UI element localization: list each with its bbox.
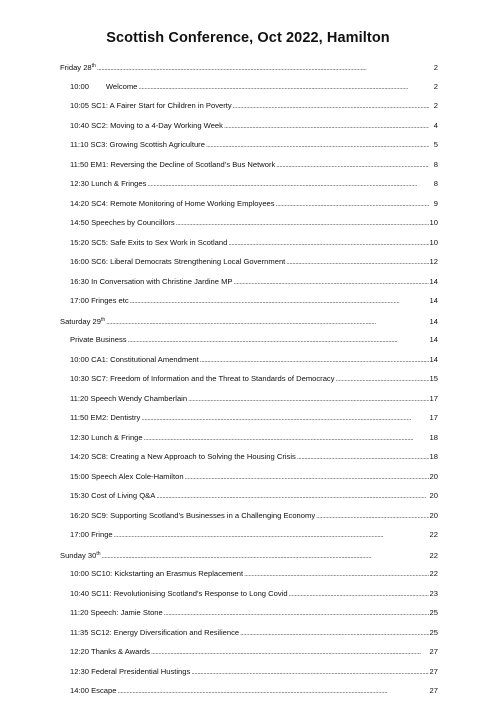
ordinal-suffix: th bbox=[96, 550, 101, 557]
toc-page-number: 5 bbox=[433, 140, 438, 149]
toc-page-number: 27 bbox=[429, 647, 438, 656]
toc-entry-label: 15:20 SC5: Safe Exits to Sex Work in Scotland bbox=[70, 237, 228, 247]
toc-entry-label: 14:20 SC4: Remote Monitoring of Home Working Employees bbox=[70, 198, 275, 208]
dot-leader bbox=[176, 213, 429, 234]
toc-entry[interactable] bbox=[60, 428, 438, 448]
toc-entry[interactable] bbox=[60, 525, 438, 545]
toc-entry[interactable] bbox=[60, 467, 438, 487]
toc-entry[interactable] bbox=[60, 389, 438, 409]
toc-page-number: 14 bbox=[429, 316, 438, 326]
toc-page-number: 17 bbox=[429, 413, 438, 422]
toc-entry-label: 14:00 Escape bbox=[70, 686, 117, 695]
toc-entry[interactable] bbox=[60, 603, 438, 623]
dot-leader bbox=[297, 447, 429, 468]
toc-entry[interactable] bbox=[60, 486, 438, 506]
toc-day-heading[interactable] bbox=[60, 57, 438, 77]
dot-leader bbox=[156, 486, 428, 507]
table-of-contents bbox=[60, 57, 438, 701]
toc-page-number: 22 bbox=[429, 569, 438, 578]
dot-leader bbox=[114, 525, 429, 546]
toc-entry[interactable] bbox=[60, 155, 438, 175]
toc-entry-label: 14:20 SC8: Creating a New Approach to Solving the Housing Crisis bbox=[70, 452, 296, 461]
dot-leader bbox=[138, 77, 429, 98]
toc-page-number: 25 bbox=[429, 608, 438, 617]
toc-entry-label: 12:30 Lunch & Fringe bbox=[70, 432, 143, 442]
toc-entry-label: 11:50 EM1: Reversing the Decline of Scotland’s Bus Network bbox=[70, 159, 276, 169]
dot-leader bbox=[185, 467, 429, 488]
dot-leader bbox=[244, 564, 428, 585]
toc-page-number: 8 bbox=[433, 159, 438, 169]
toc-page-number: 14 bbox=[429, 354, 438, 364]
dot-leader bbox=[336, 369, 429, 390]
toc-page-number: 9 bbox=[433, 198, 438, 208]
dot-leader bbox=[128, 330, 429, 351]
dot-leader bbox=[117, 681, 428, 702]
toc-entry-label: 10:30 SC7: Freedom of Information and the Threat to Standards of Democracy bbox=[70, 374, 335, 383]
document-title: Scottish Conference, Oct 2022, Hamilton bbox=[106, 30, 390, 46]
toc-entry-label: Sunday 30th bbox=[60, 550, 101, 560]
toc-entry-label: 10:40 SC11: Revolutionising Scotland’s Response to Long Covid bbox=[70, 588, 288, 598]
toc-page-number: 22 bbox=[429, 530, 438, 539]
toc-entry[interactable] bbox=[60, 116, 438, 136]
toc-entry-label: 16:20 SC9: Supporting Scotland’s Businesses in a Challenging Economy bbox=[70, 510, 316, 520]
dot-leader bbox=[147, 174, 429, 195]
toc-entry-label: 10:05 SC1: A Fairer Start for Children in Poverty bbox=[70, 101, 232, 110]
dot-leader bbox=[188, 389, 428, 410]
toc-entry-label: 17:00 Fringes etc bbox=[70, 296, 129, 305]
dot-leader bbox=[286, 252, 428, 273]
toc-entry[interactable] bbox=[60, 330, 438, 350]
toc-entry[interactable] bbox=[60, 564, 438, 584]
toc-page-number: 10 bbox=[429, 218, 438, 227]
toc-entry[interactable] bbox=[60, 135, 438, 155]
dot-leader bbox=[233, 96, 429, 117]
toc-entry[interactable] bbox=[60, 447, 438, 467]
ordinal-suffix: th bbox=[100, 316, 106, 323]
toc-page-number: 15 bbox=[429, 374, 438, 383]
toc-entry-label: 14:50 Speeches by Councillors bbox=[70, 218, 175, 227]
toc-entry[interactable] bbox=[60, 369, 438, 389]
toc-page-number: 22 bbox=[429, 550, 438, 560]
toc-entry-label: Private Business bbox=[70, 335, 127, 344]
toc-day-heading[interactable] bbox=[60, 545, 438, 565]
toc-entry-label: 12:20 Thanks & Awards bbox=[70, 647, 150, 656]
toc-entry[interactable] bbox=[60, 623, 438, 643]
toc-entry-label: 10:40 SC2: Moving to a 4-Day Working Week bbox=[70, 120, 223, 130]
toc-entry-label: Friday 28th bbox=[60, 63, 96, 72]
toc-page-number: 18 bbox=[429, 432, 438, 442]
dot-leader bbox=[289, 584, 429, 605]
toc-entry[interactable] bbox=[60, 174, 438, 194]
toc-page-number: 18 bbox=[429, 452, 438, 461]
dot-leader bbox=[164, 603, 429, 624]
dot-leader bbox=[206, 135, 429, 156]
toc-entry[interactable] bbox=[60, 408, 438, 428]
toc-entry[interactable] bbox=[60, 213, 438, 233]
dot-leader bbox=[191, 662, 428, 683]
dot-leader bbox=[141, 408, 428, 429]
dot-leader bbox=[240, 623, 428, 644]
toc-entry[interactable] bbox=[60, 233, 438, 253]
toc-page-number: 4 bbox=[433, 120, 438, 130]
toc-entry-label: Saturday 29th bbox=[60, 316, 106, 326]
toc-entry-label: 10:00 Welcome bbox=[70, 81, 138, 91]
toc-page-number: 27 bbox=[429, 686, 438, 695]
toc-entry[interactable] bbox=[60, 350, 438, 370]
toc-entry[interactable] bbox=[60, 681, 438, 701]
toc-page-number: 2 bbox=[433, 63, 438, 72]
toc-entry-label: 15:00 Speech Alex Cole-Hamilton bbox=[70, 471, 184, 481]
ordinal-suffix: th bbox=[91, 63, 96, 69]
dot-leader bbox=[316, 506, 428, 527]
toc-entry[interactable] bbox=[60, 584, 438, 604]
toc-entry-label: 10:00 CA1: Constitutional Amendment bbox=[70, 354, 199, 364]
toc-entry[interactable] bbox=[60, 662, 438, 682]
toc-page-number: 8 bbox=[433, 179, 438, 188]
toc-entry-label: 12:30 Lunch & Fringes bbox=[70, 179, 147, 188]
toc-entry-label: 16:30 In Conversation with Christine Jardine MP bbox=[70, 276, 233, 286]
dot-leader bbox=[130, 291, 429, 312]
toc-entry[interactable] bbox=[60, 194, 438, 214]
dot-leader bbox=[224, 116, 429, 137]
dot-leader bbox=[97, 58, 429, 79]
toc-entry-label: 15:30 Cost of Living Q&A bbox=[70, 491, 156, 500]
toc-page-number: 20 bbox=[429, 471, 438, 481]
toc-page-number: 25 bbox=[429, 627, 438, 637]
toc-entry[interactable] bbox=[60, 272, 438, 292]
dot-leader bbox=[228, 233, 428, 254]
toc-page-number: 14 bbox=[429, 296, 438, 305]
toc-entry[interactable] bbox=[60, 96, 438, 116]
toc-entry-label: 11:20 Speech Wendy Chamberlain bbox=[70, 393, 188, 403]
toc-entry-label: 10:00 SC10: Kickstarting an Erasmus Replacement bbox=[70, 569, 244, 578]
toc-entry-label: 11:20 Speech: Jamie Stone bbox=[70, 608, 163, 617]
toc-page-number: 23 bbox=[429, 588, 438, 598]
toc-page-number: 12 bbox=[429, 257, 438, 266]
toc-page-number: 10 bbox=[429, 237, 438, 247]
dot-leader bbox=[144, 428, 429, 449]
dot-leader bbox=[234, 272, 429, 293]
toc-entry-label: 11:50 EM2: Dentistry bbox=[70, 413, 141, 422]
toc-entry-label: 11:10 SC3: Growing Scottish Agriculture bbox=[70, 140, 205, 149]
toc-entry-label: 17:00 Fringe bbox=[70, 530, 113, 539]
dot-leader bbox=[276, 155, 429, 176]
toc-page-number: 14 bbox=[429, 335, 438, 344]
toc-entry[interactable] bbox=[60, 291, 438, 311]
toc-page-number: 17 bbox=[429, 393, 438, 403]
dot-leader bbox=[151, 642, 429, 663]
dot-leader bbox=[106, 312, 428, 333]
dot-leader bbox=[101, 546, 428, 567]
toc-entry-label: 16:00 SC6: Liberal Democrats Strengthening Local Government bbox=[70, 257, 286, 266]
dot-leader bbox=[200, 350, 429, 371]
toc-entry-label: 11:35 SC12: Energy Diversification and Resilience bbox=[70, 627, 240, 637]
toc-page-number: 2 bbox=[433, 101, 438, 110]
toc-day-heading[interactable] bbox=[60, 311, 438, 331]
toc-entry[interactable] bbox=[60, 642, 438, 662]
toc-entry[interactable] bbox=[60, 77, 438, 97]
toc-page-number: 20 bbox=[429, 491, 438, 500]
toc-page-number: 20 bbox=[429, 510, 438, 520]
dot-leader bbox=[276, 194, 429, 215]
toc-entry[interactable] bbox=[60, 506, 438, 526]
toc-page-number: 14 bbox=[429, 276, 438, 286]
toc-page-number: 27 bbox=[429, 666, 438, 676]
toc-page-number: 2 bbox=[433, 81, 438, 91]
toc-entry-label: 12:30 Federal Presidential Hustings bbox=[70, 666, 191, 676]
toc-entry[interactable] bbox=[60, 252, 438, 272]
